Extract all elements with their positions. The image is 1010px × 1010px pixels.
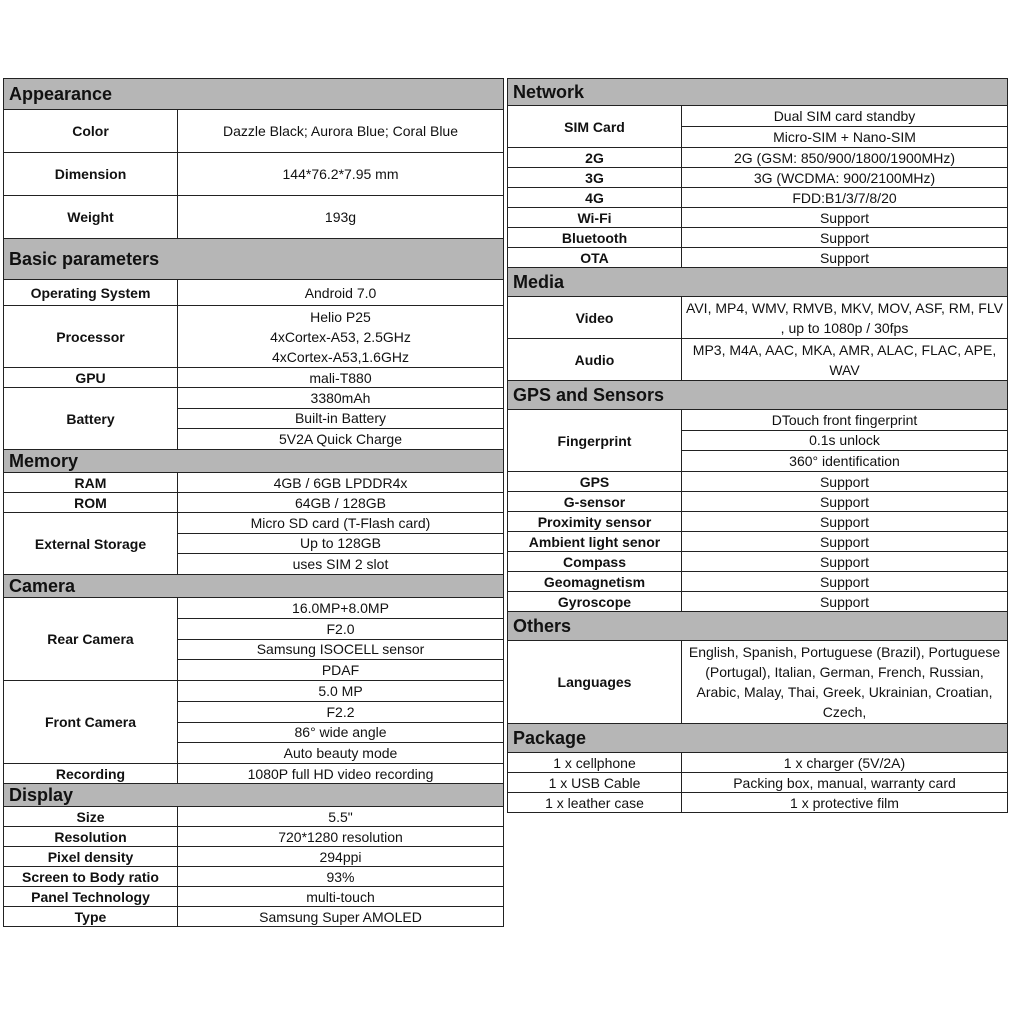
- spec-label: 1 x USB Cable: [507, 772, 682, 793]
- spec-value: 1 x charger (5V/2A): [681, 752, 1008, 773]
- spec-label: Gyroscope: [507, 591, 682, 612]
- spec-label: Screen to Body ratio: [3, 866, 178, 887]
- spec-value: Dual SIM card standby: [681, 105, 1008, 127]
- spec-label: Processor: [3, 305, 178, 368]
- spec-label: GPS: [507, 471, 682, 492]
- spec-value: 5.0 MP: [177, 680, 504, 702]
- spec-value: 64GB / 128GB: [177, 492, 504, 513]
- spec-value: Support: [681, 551, 1008, 572]
- spec-value: 144*76.2*7.95 mm: [177, 152, 504, 196]
- spec-label: Rear Camera: [3, 597, 178, 681]
- spec-value: Support: [681, 511, 1008, 532]
- spec-label: Pixel density: [3, 846, 178, 867]
- spec-value: [177, 305, 504, 368]
- spec-label: Bluetooth: [507, 227, 682, 248]
- spec-value: Auto beauty mode: [177, 742, 504, 764]
- spec-value: Support: [681, 471, 1008, 492]
- spec-label: 3G: [507, 167, 682, 188]
- spec-label: Languages: [507, 640, 682, 724]
- spec-value: 1080P full HD video recording: [177, 763, 504, 784]
- section-header-basic-parameters: Basic parameters: [3, 238, 504, 280]
- spec-value: 360° identification: [681, 450, 1008, 472]
- spec-value: 86° wide angle: [177, 722, 504, 744]
- spec-value: Support: [681, 247, 1008, 268]
- spec-value-line: 4xCortex-A53, 2.5GHz: [270, 328, 411, 345]
- spec-label: G-sensor: [507, 491, 682, 512]
- spec-value: 5V2A Quick Charge: [177, 428, 504, 450]
- spec-value: AVI, MP4, WMV, RMVB, MKV, MOV, ASF, RM, FLV , up to 1080p / 30fps: [681, 296, 1008, 339]
- spec-value: 5.5": [177, 806, 504, 827]
- spec-label: 2G: [507, 147, 682, 168]
- spec-value: 3G (WCDMA: 900/2100MHz): [681, 167, 1008, 188]
- spec-label: GPU: [3, 367, 178, 388]
- spec-label: External Storage: [3, 512, 178, 575]
- section-header-camera: Camera: [3, 574, 504, 598]
- spec-value: Support: [681, 531, 1008, 552]
- spec-label: 4G: [507, 187, 682, 208]
- spec-value: 0.1s unlock: [681, 430, 1008, 452]
- spec-value: 3380mAh: [177, 387, 504, 409]
- spec-value: Support: [681, 491, 1008, 512]
- spec-label: SIM Card: [507, 105, 682, 148]
- spec-value: Micro-SIM + Nano-SIM: [681, 126, 1008, 148]
- spec-label: RAM: [3, 472, 178, 493]
- spec-value: 93%: [177, 866, 504, 887]
- spec-label: Front Camera: [3, 680, 178, 764]
- spec-value: Support: [681, 571, 1008, 592]
- spec-value: Support: [681, 227, 1008, 248]
- spec-label: ROM: [3, 492, 178, 513]
- section-header-package: Package: [507, 723, 1008, 753]
- spec-value: F2.0: [177, 618, 504, 640]
- spec-value: 16.0MP+8.0MP: [177, 597, 504, 619]
- spec-value: 193g: [177, 195, 504, 239]
- spec-value: 720*1280 resolution: [177, 826, 504, 847]
- spec-label: 1 x cellphone: [507, 752, 682, 773]
- spec-value: Samsung ISOCELL sensor: [177, 639, 504, 661]
- spec-label: Video: [507, 296, 682, 339]
- spec-label: Fingerprint: [507, 409, 682, 472]
- spec-label: Resolution: [3, 826, 178, 847]
- spec-value: 294ppi: [177, 846, 504, 867]
- spec-label: Color: [3, 109, 178, 153]
- spec-label: Audio: [507, 338, 682, 381]
- section-header-media: Media: [507, 267, 1008, 297]
- section-header-others: Others: [507, 611, 1008, 641]
- spec-value: Android 7.0: [177, 279, 504, 306]
- spec-value: 2G (GSM: 850/900/1800/1900MHz): [681, 147, 1008, 168]
- section-header-display: Display: [3, 783, 504, 807]
- spec-label: Recording: [3, 763, 178, 784]
- spec-value: Samsung Super AMOLED: [177, 906, 504, 927]
- spec-value: 1 x protective film: [681, 792, 1008, 813]
- spec-value: English, Spanish, Portuguese (Brazil), Portuguese (Portugal), Italian, German, French, Russian, Arabic, Malay, Thai, Greek, Ukrainian, Croatian, Czech,: [681, 640, 1008, 724]
- spec-label: Proximity sensor: [507, 511, 682, 532]
- spec-value: PDAF: [177, 659, 504, 681]
- spec-label: OTA: [507, 247, 682, 268]
- spec-label: Geomagnetism: [507, 571, 682, 592]
- section-header-appearance: Appearance: [3, 78, 504, 110]
- spec-value: 4GB / 6GB LPDDR4x: [177, 472, 504, 493]
- spec-value: Micro SD card (T-Flash card): [177, 512, 504, 534]
- spec-value: Dazzle Black; Aurora Blue; Coral Blue: [177, 109, 504, 153]
- spec-label: Dimension: [3, 152, 178, 196]
- spec-label: Compass: [507, 551, 682, 572]
- spec-label: Ambient light senor: [507, 531, 682, 552]
- section-header-memory: Memory: [3, 449, 504, 473]
- spec-label: Battery: [3, 387, 178, 450]
- spec-value: FDD:B1/3/7/8/20: [681, 187, 1008, 208]
- spec-label: Wi-Fi: [507, 207, 682, 228]
- spec-label: Size: [3, 806, 178, 827]
- spec-value: uses SIM 2 slot: [177, 553, 504, 575]
- section-header-gps-and-sensors: GPS and Sensors: [507, 380, 1008, 410]
- spec-label: Weight: [3, 195, 178, 239]
- spec-value: Packing box, manual, warranty card: [681, 772, 1008, 793]
- section-header-network: Network: [507, 78, 1008, 106]
- spec-label: Panel Technology: [3, 886, 178, 907]
- spec-value: MP3, M4A, AAC, MKA, AMR, ALAC, FLAC, APE, WAV: [681, 338, 1008, 381]
- spec-value: Built-in Battery: [177, 408, 504, 430]
- spec-label: Operating System: [3, 279, 178, 306]
- spec-value: Support: [681, 207, 1008, 228]
- spec-value: F2.2: [177, 701, 504, 723]
- spec-value-line: 4xCortex-A53,1.6GHz: [272, 348, 409, 365]
- spec-label: 1 x leather case: [507, 792, 682, 813]
- spec-value: mali-T880: [177, 367, 504, 388]
- spec-value-line: Helio P25: [310, 308, 371, 325]
- spec-value: DTouch front fingerprint: [681, 409, 1008, 431]
- spec-value: Support: [681, 591, 1008, 612]
- spec-label: Type: [3, 906, 178, 927]
- spec-value: multi-touch: [177, 886, 504, 907]
- spec-value: Up to 128GB: [177, 533, 504, 555]
